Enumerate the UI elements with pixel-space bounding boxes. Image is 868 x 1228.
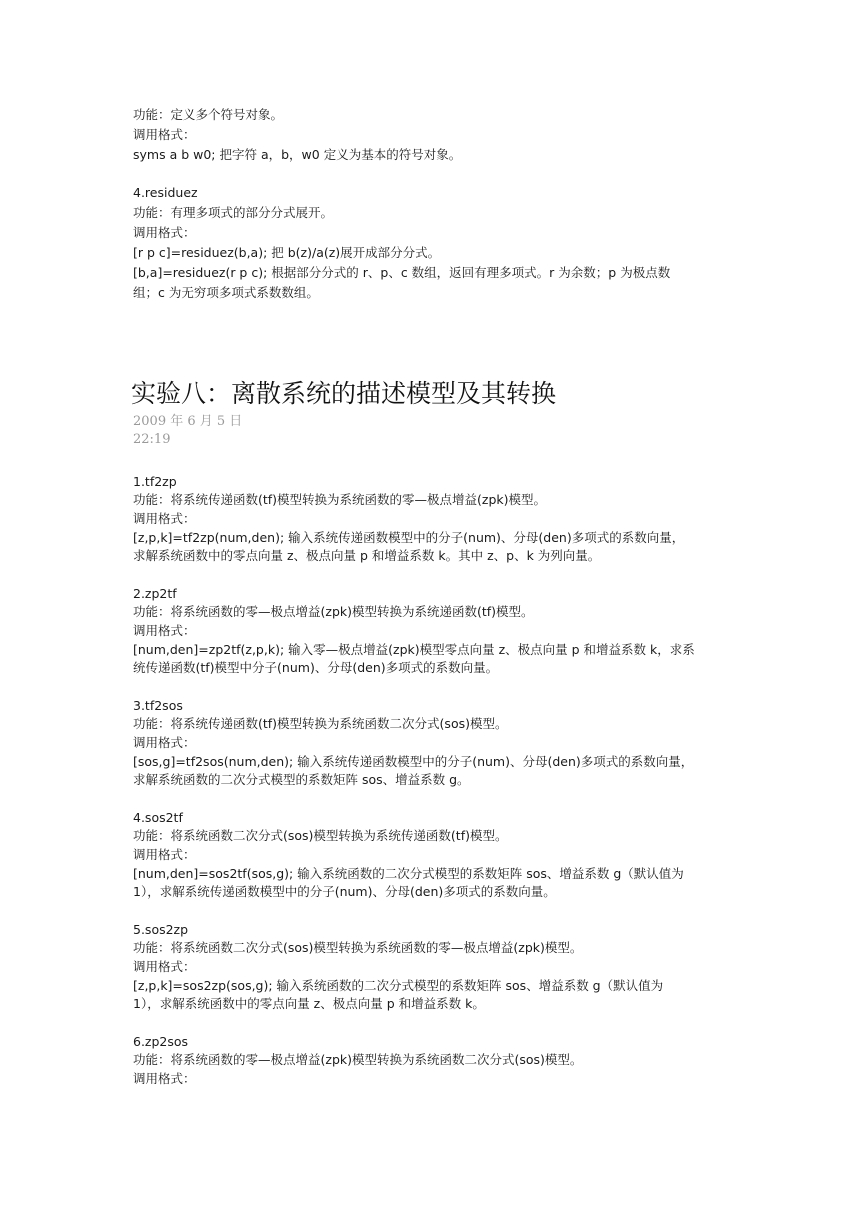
section-function-tf2zp: 功能：将系统传递函数(tf)模型转换为系统函数的零—极点增益(zpk)模型。 <box>133 492 547 507</box>
syms-format-label: 调用格式： <box>133 127 196 142</box>
section-function-tf2sos: 功能：将系统传递函数(tf)模型转换为系统函数二次分式(sos)模型。 <box>133 716 508 731</box>
section-format-label: 调用格式： <box>133 959 196 974</box>
section-format-label: 调用格式： <box>133 623 196 638</box>
chapter-date: 2009 年 6 月 5 日 <box>133 414 243 429</box>
section-function-zp2tf: 功能：将系统函数的零—极点增益(zpk)模型转换为系统递函数(tf)模型。 <box>133 604 534 619</box>
syms-usage-line: syms a b w0; 把字符 a，b，w0 定义为基本的符号对象。 <box>133 147 462 162</box>
section-usage-line: [z,p,k]=tf2zp(num,den); 输入系统传递函数模型中的分子(num)、分母(den)多项式的系数向量， <box>133 530 685 545</box>
syms-function-line: 功能：定义多个符号对象。 <box>133 107 284 122</box>
section-usage-line: [z,p,k]=sos2zp(sos,g); 输入系统函数的二次分式模型的系数矩阵 sos、增益系数 g（默认值为 <box>133 978 664 993</box>
residuez-usage-line-3: 组；c 为无穷项多项式系数数组。 <box>133 285 319 300</box>
section-usage-line: 求解系统函数的二次分式模型的系数矩阵 sos、增益系数 g。 <box>133 772 470 787</box>
residuez-usage-line-2: [b,a]=residuez(r p c); 根据部分分式的 r、p、c 数组，返回有理多项式。r 为余数；p 为极点数 <box>133 265 671 280</box>
section-heading-sos2zp: 5.sos2zp <box>133 922 189 937</box>
section-format-label: 调用格式： <box>133 847 196 862</box>
residuez-usage-line-1: [r p c]=residuez(b,a); 把 b(z)/a(z)展开成部分分式。 <box>133 245 441 260</box>
section-function-sos2zp: 功能：将系统函数二次分式(sos)模型转换为系统函数的零—极点增益(zpk)模型。 <box>133 940 583 955</box>
section-usage-line: 求解系统函数中的零点向量 z、极点向量 p 和增益系数 k。其中 z、p、k 为列向量。 <box>133 548 601 563</box>
section-function-zp2sos: 功能：将系统函数的零—极点增益(zpk)模型转换为系统函数二次分式(sos)模型。 <box>133 1052 583 1067</box>
chapter-time: 22:19 <box>133 432 171 447</box>
section-function-sos2tf: 功能：将系统函数二次分式(sos)模型转换为系统传递函数(tf)模型。 <box>133 828 508 843</box>
section-usage-line: 1），求解系统传递函数模型中的分子(num)、分母(den)多项式的系数向量。 <box>133 884 556 899</box>
section-usage-line: 统传递函数(tf)模型中分子(num)、分母(den)多项式的系数向量。 <box>133 660 499 675</box>
residuez-format-label: 调用格式： <box>133 225 196 240</box>
section-usage-line: 1），求解系统函数中的零点向量 z、极点向量 p 和增益系数 k。 <box>133 996 485 1011</box>
section-heading-tf2zp: 1.tf2zp <box>133 474 177 489</box>
section-format-label: 调用格式： <box>133 735 196 750</box>
section-format-label: 调用格式： <box>133 1071 196 1086</box>
section-heading-sos2tf: 4.sos2tf <box>133 810 183 825</box>
section-heading-zp2tf: 2.zp2tf <box>133 586 177 601</box>
section-usage-line: [num,den]=zp2tf(z,p,k); 输入零—极点增益(zpk)模型零点向量 z、极点向量 p 和增益系数 k，求系 <box>133 642 695 657</box>
residuez-function-line: 功能：有理多项式的部分分式展开。 <box>133 205 334 220</box>
residuez-heading: 4.residuez <box>133 185 198 200</box>
section-usage-line: [num,den]=sos2tf(sos,g); 输入系统函数的二次分式模型的系数矩阵 sos、增益系数 g（默认值为 <box>133 866 684 881</box>
section-heading-zp2sos: 6.zp2sos <box>133 1034 189 1049</box>
section-heading-tf2sos: 3.tf2sos <box>133 698 183 713</box>
section-usage-line: [sos,g]=tf2sos(num,den); 输入系统传递函数模型中的分子(num)、分母(den)多项式的系数向量， <box>133 754 694 769</box>
chapter-title: 实验八：离散系统的描述模型及其转换 <box>131 379 557 408</box>
section-format-label: 调用格式： <box>133 511 196 526</box>
